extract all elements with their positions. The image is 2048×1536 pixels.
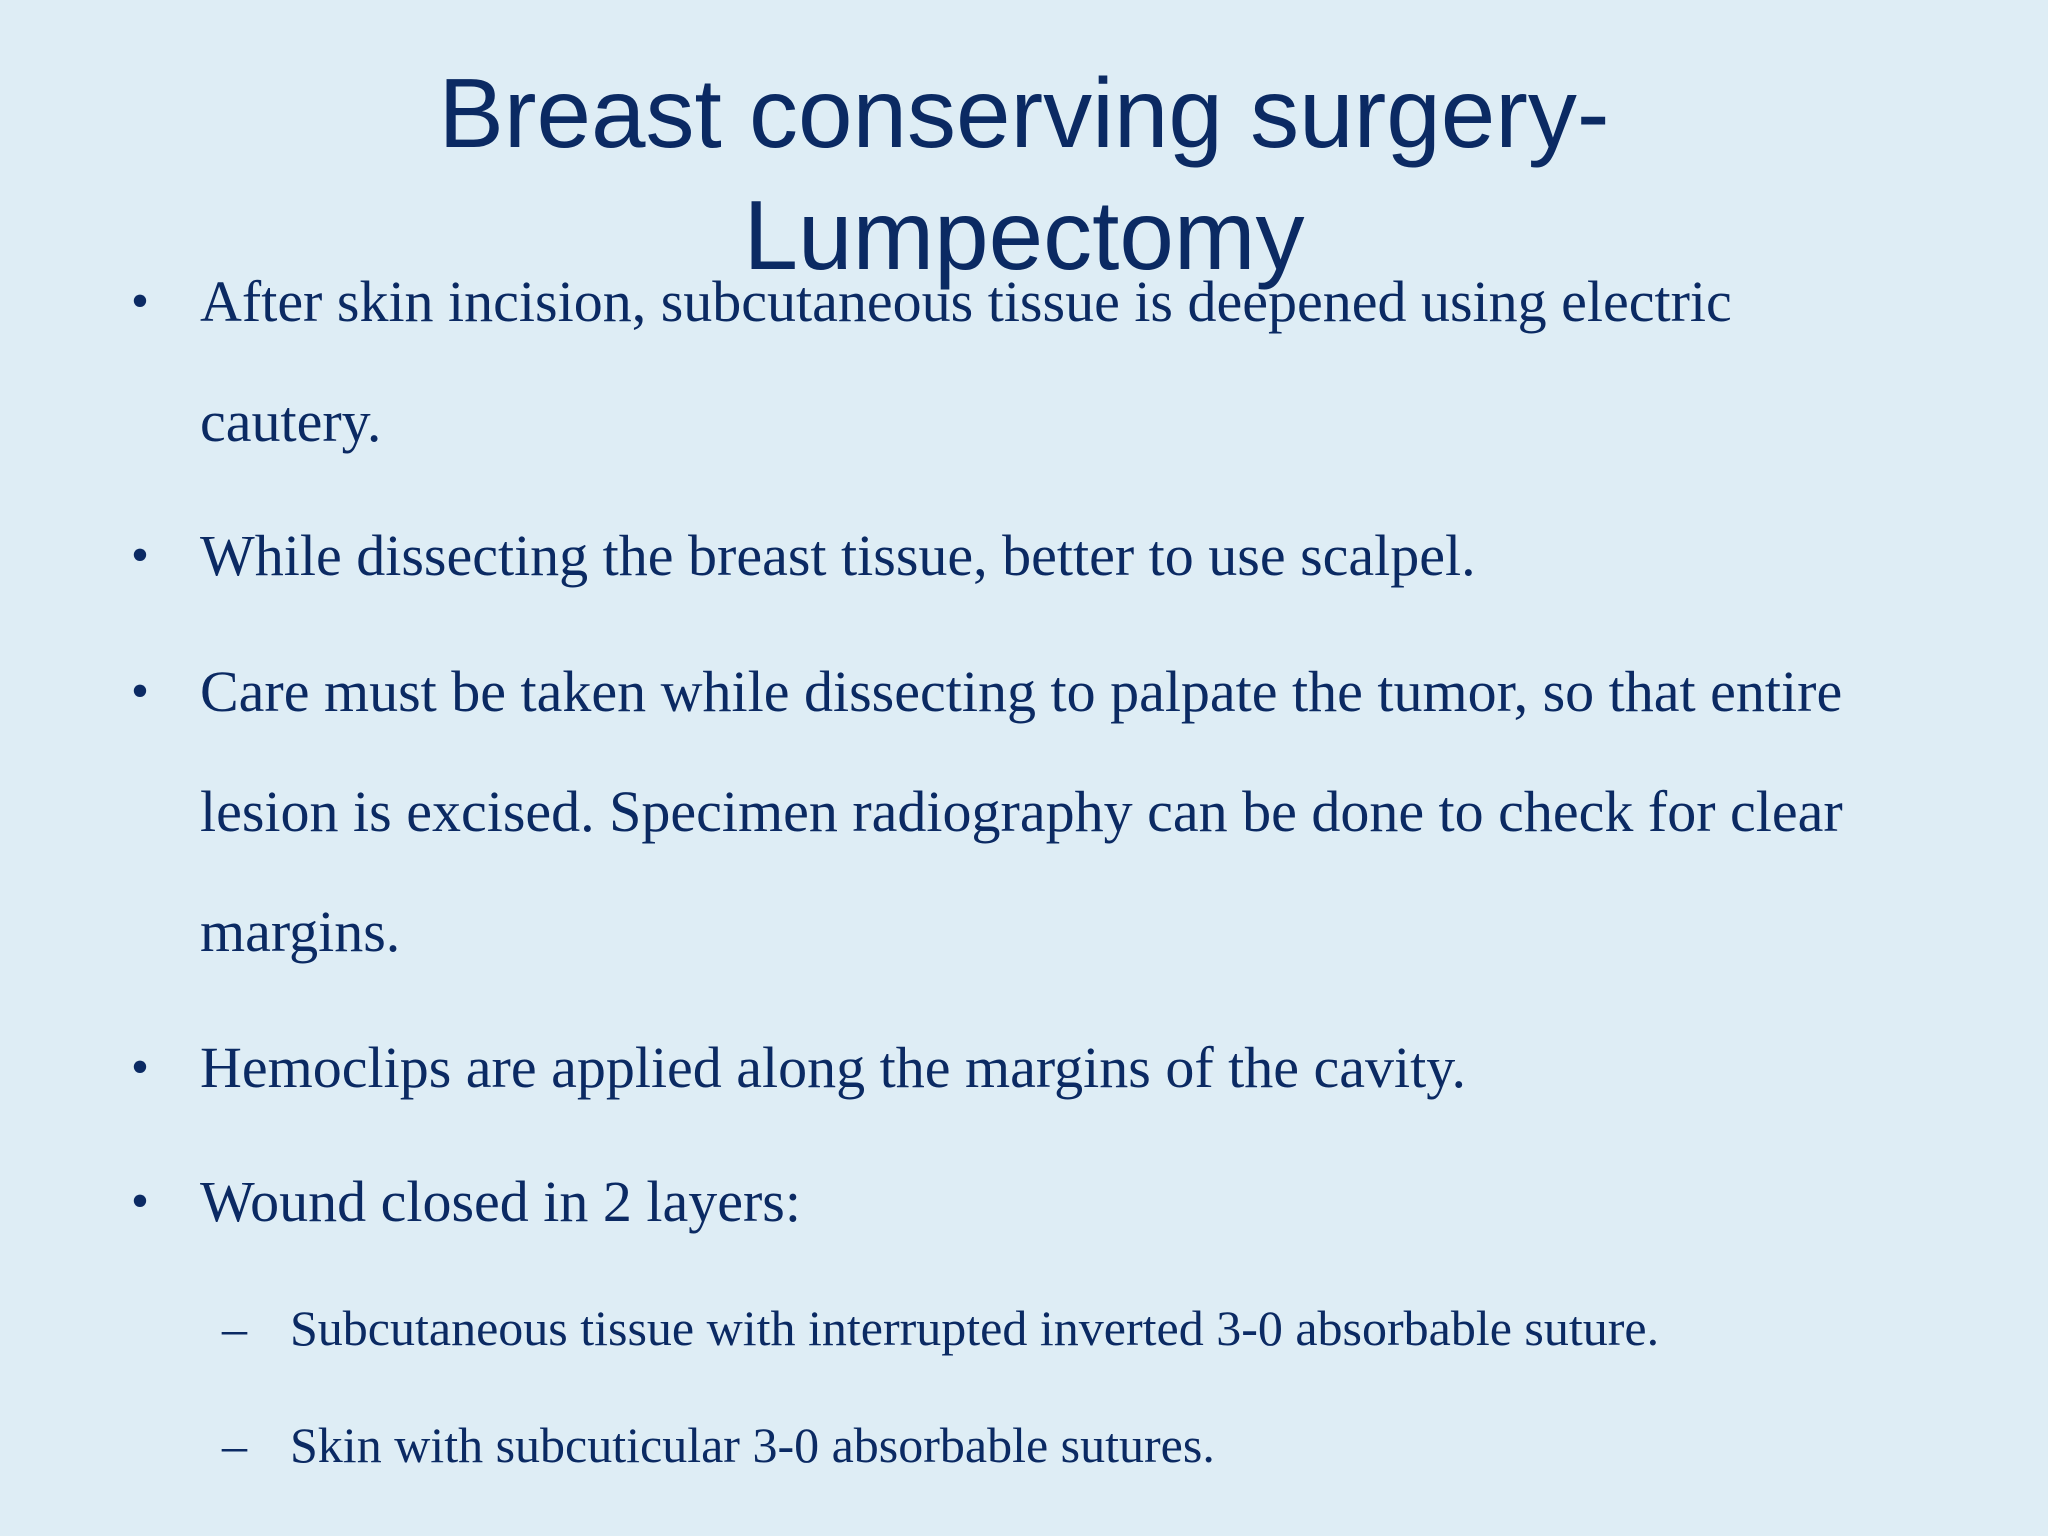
bullet-item — [130, 1008, 1920, 1128]
bullet-text: Wound closed in 2 layers: — [200, 1169, 801, 1234]
slide-title-line-2: Lumpectomy — [743, 180, 1305, 290]
sub-bullet-text: Subcutaneous tissue with interrupted inverted 3-0 absorbable suture. — [290, 1300, 1660, 1356]
sub-bullet-item — [222, 1288, 1950, 1368]
bullet-icon: • — [130, 273, 150, 330]
bullet-text: Care must be taken while dissecting to palpate the tumor, so that entire lesion is excised. Specimen radiography can be done to check for clear margins. — [200, 659, 1843, 964]
bullet-item — [130, 242, 1920, 482]
bullet-icon: • — [130, 1039, 150, 1096]
bullet-text: Hemoclips are applied along the margins of the cavity. — [200, 1035, 1466, 1100]
bullet-item — [130, 496, 1920, 616]
bullet-icon: • — [130, 663, 150, 720]
bullet-item — [130, 632, 1920, 992]
bullet-text: After skin incision, subcutaneous tissue is deepened using electric cautery. — [200, 269, 1732, 454]
dash-icon: – — [222, 1417, 247, 1473]
dash-icon: – — [222, 1300, 247, 1356]
bullet-icon: • — [130, 527, 150, 584]
sub-bullet-text: Skin with subcuticular 3-0 absorbable sutures. — [290, 1417, 1215, 1473]
bullet-icon: • — [130, 1173, 150, 1230]
bullet-item — [130, 1142, 1920, 1262]
bullet-text: While dissecting the breast tissue, better to use scalpel. — [200, 523, 1476, 588]
sub-bullet-item — [222, 1405, 1950, 1485]
slide-title-line-1: Breast conserving surgery- — [438, 58, 1610, 168]
